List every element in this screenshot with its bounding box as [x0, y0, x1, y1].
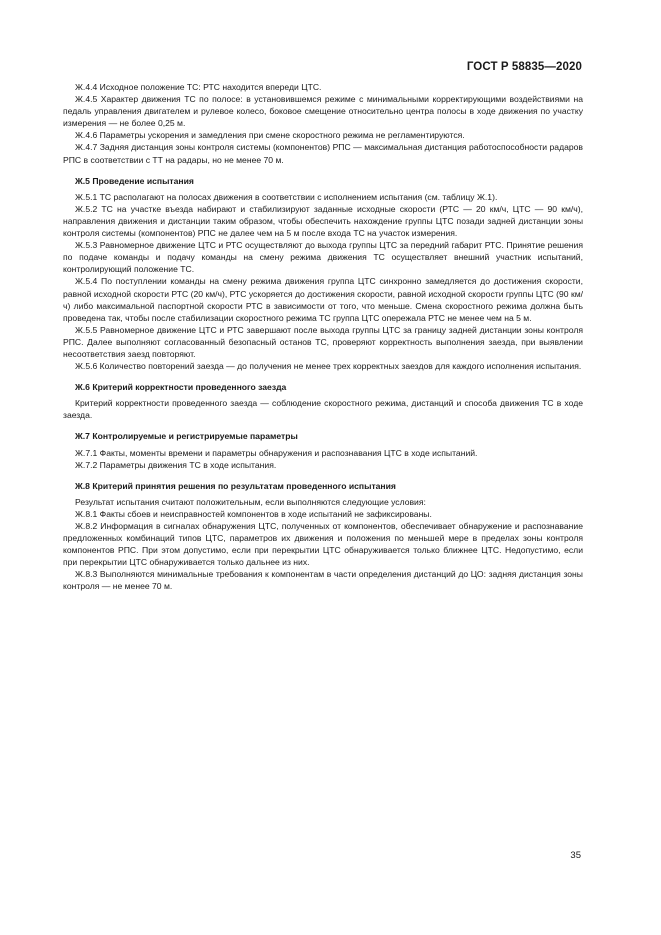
paragraph: Ж.4.6 Параметры ускорения и замедления при смене скоростного режима не регламентируются. — [75, 130, 465, 141]
paragraph: Ж.8.3 Выполняются минимальные требования к компонентам в части определения дистанций до ЦО: задняя дистанция зоны контроля — не менее 70 м. — [63, 569, 583, 592]
section-8 — [63, 480, 583, 593]
paragraph: Ж.5.4 По поступлении команды на смену режима движения группа ЦТС синхронно замедляется до достижения скорости, равной исходной скорости РТС (20 км/ч), РТС ускоряется до достижения скорости, равной исходной скорости группы ЦТС (90 км/ч) либо максимальной паспортной скорости РТС в зависимости от того, что меньше. Смена скоростного режима должна быть проведена так, чтобы после стабилизации скоростного режима ТС группа ЦТС опережала РТС не менее чем на 5 м. — [63, 276, 583, 323]
paragraph: Ж.7.1 Факты, моменты времени и параметры обнаружения и распознавания ЦТС в ходе испытаний. — [75, 447, 478, 458]
paragraph: Ж.5.2 ТС на участке въезда набирают и стабилизируют заданные исходные скорости (РТС — 20 км/ч, ЦТС — 90 км/ч), направления движения и дистанции таким образом, чтобы обеспечить нахождение группы ЦТС позади задней дистанции зоны контроля системы (компонентов) РПС не далее чем на 5 м после входа ТС на участок измерения. — [63, 203, 583, 239]
section-heading: Ж.8 Критерий принятия решения по результатам проведенного испытания — [75, 480, 396, 491]
paragraph: Ж.7.2 Параметры движения ТС в ходе испытания. — [75, 459, 277, 470]
document-body — [63, 81, 583, 593]
paragraph: Ж.5.6 Количество повторений заезда — до получения не менее трех корректных заездов для каждого исполнения испытания. — [75, 361, 582, 372]
section-6 — [63, 381, 583, 421]
section-5 — [63, 175, 583, 373]
paragraph: Ж.4.4 Исходное положение ТС: РТС находится впереди ЦТС. — [75, 82, 322, 92]
section-7 — [63, 430, 583, 470]
section-heading: Ж.6 Критерий корректности проведенного заезда — [75, 382, 287, 393]
paragraph: Ж.4.7 Задняя дистанция зоны контроля системы (компонентов) РПС — максимальная дистанция работоспособности радаров РПС в соответствии с ТТ на радары, но не менее 70 м. — [63, 142, 583, 165]
paragraph: Ж.5.5 Равномерное движение ЦТС и РТС завершают после выхода группы ЦТС за границу задней дистанции зоны контроля РПС. Далее выполняют согласованный безопасный останов ТС, проверяют корректность выполнения заезда, при выявлении несоответствия заезд повторяют. — [63, 324, 583, 359]
document-header: ГОСТ Р 58835—2020 — [466, 61, 582, 73]
paragraph: Ж.8.2 Информация в сигналах обнаружения ЦТС, полученных от компонентов, обеспечивает обнаружение и распознавание предложенных комбинаций типов ЦТС, параметров их движения и положения по меньшей мере в пределах зоны контроля компонентов РПС. При этом допустимо, если при перекрытии ЦТС обнаруживается только ближнее ЦТС. Недопустимо, если при перекрытии ЦТС обнаруживается только дальнее из них. — [63, 521, 583, 568]
paragraph: Критерий корректности проведенного заезда — соблюдение скоростного режима, дистанций и способа движения ТС в ходе заезда. — [63, 398, 583, 421]
paragraph: Ж.4.5 Характер движения ТС по полосе: в установившемся режиме с минимальными корректирующими воздействиями на педаль управления двигателем и рулевое колесо, боковое смещение относительно центра полосы в ходе движения по участку измерения — не более 0,25 м. — [63, 94, 583, 129]
page-number: 35 — [570, 850, 581, 861]
section-heading: Ж.5 Проведение испытания — [75, 175, 194, 186]
section-heading: Ж.7 Контролируемые и регистрируемые параметры — [75, 431, 298, 442]
paragraph: Результат испытания считают положительным, если выполняются следующие условия: — [75, 496, 426, 507]
paragraph: Ж.5.1 ТС располагают на полосах движения в соответствии с исполнением испытания (см. таблицу Ж.1). — [75, 191, 498, 202]
paragraph: Ж.5.3 Равномерное движение ЦТС и РТС осуществляют до выхода группы ЦТС за передний габарит РТС. Принятие решения по подаче команды и подачу команды на смену режима движения ТС осуществляет внешний участник испытаний, контролирующий положение ТС. — [63, 240, 583, 275]
section-4 — [63, 81, 583, 166]
paragraph: Ж.8.1 Факты сбоев и неисправностей компонентов в ходе испытаний не зафиксированы. — [75, 508, 432, 519]
